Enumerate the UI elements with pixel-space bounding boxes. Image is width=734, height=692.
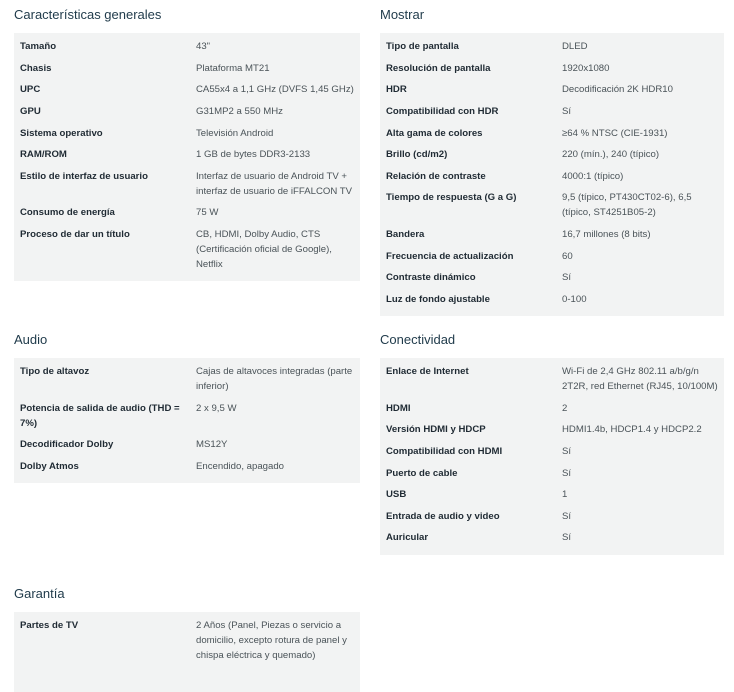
spec-key: RAM/ROM	[20, 149, 67, 161]
spec-key: HDMI	[386, 402, 411, 414]
spec-table-warranty	[14, 612, 360, 692]
spec-key: Decodificador Dolby	[20, 439, 114, 451]
spec-row	[386, 267, 718, 289]
spec-row	[386, 441, 718, 463]
spec-value: 60	[562, 250, 573, 262]
spec-row	[20, 202, 354, 224]
spec-value: 43"	[196, 41, 211, 53]
spec-row	[386, 398, 718, 420]
spec-key: Contraste dinámico	[386, 272, 476, 284]
spec-key: Alta gama de colores	[386, 127, 483, 139]
spec-row	[386, 245, 718, 267]
spec-value: 75 W	[196, 207, 219, 219]
spec-key: UPC	[20, 84, 41, 96]
spec-value: 9,5 (típico, PT430CT02-6), 6,5 (típico, ST4251B05-2)	[562, 192, 692, 219]
spec-row	[386, 506, 718, 528]
spec-value: Sí	[562, 510, 572, 522]
spec-row	[386, 484, 718, 506]
spec-row	[386, 462, 718, 484]
spec-value: ≥64 % NTSC (CIE-1931)	[562, 127, 668, 139]
spec-key: Proceso de dar un título	[20, 229, 130, 241]
spec-row	[386, 289, 718, 311]
spec-key: Dolby Atmos	[20, 461, 79, 473]
spec-value: CA55x4 a 1,1 GHz (DVFS 1,45 GHz)	[196, 84, 354, 96]
spec-row	[20, 224, 354, 276]
spec-value: Sí	[562, 446, 572, 458]
spec-row	[20, 36, 354, 58]
spec-value: Plataforma MT21	[196, 62, 270, 74]
section-display	[380, 5, 724, 316]
spec-value: G31MP2 a 550 MHz	[196, 106, 283, 118]
section-title-general: Características generales	[14, 7, 162, 22]
spec-row	[386, 419, 718, 441]
spec-row	[386, 527, 718, 549]
spec-table-audio	[14, 358, 360, 483]
spec-row	[20, 615, 354, 667]
spec-key: HDR	[386, 84, 407, 96]
spec-key: Sistema operativo	[20, 127, 103, 139]
spec-value: 1	[562, 489, 568, 501]
spec-row	[386, 36, 718, 58]
spec-value: 2 Años (Panel, Piezas o servicio a domicilio, excepto rotura de panel y chispa eléctrica y quemado)	[196, 620, 347, 662]
spec-row	[20, 456, 354, 478]
spec-row	[20, 361, 354, 398]
spec-value: Sí	[562, 532, 572, 544]
spec-key: Compatibilidad con HDMI	[386, 446, 503, 458]
spec-key: USB	[386, 489, 407, 501]
spec-value: 16,7 millones (8 bits)	[562, 229, 651, 241]
spec-value: HDMI1.4b, HDCP1.4 y HDCP2.2	[562, 424, 702, 436]
spec-key: Consumo de energía	[20, 207, 115, 219]
spec-key: Entrada de audio y video	[386, 510, 500, 522]
spec-value: Sí	[562, 272, 572, 284]
spec-value: 1 GB de bytes DDR3-2133	[196, 149, 311, 161]
spec-key: Frecuencia de actualización	[386, 250, 514, 262]
section-audio	[14, 330, 360, 483]
spec-key: Bandera	[386, 229, 425, 241]
section-warranty	[14, 584, 360, 692]
spec-value: 1920x1080	[562, 62, 610, 74]
spec-key: Luz de fondo ajustable	[386, 293, 490, 305]
section-connectivity	[380, 330, 724, 555]
spec-value: Decodificación 2K HDR10	[562, 84, 673, 96]
spec-row	[386, 144, 718, 166]
spec-row	[20, 101, 354, 123]
spec-row	[386, 187, 718, 224]
section-title-display: Mostrar	[380, 7, 425, 22]
spec-row	[386, 79, 718, 101]
spec-value: Televisión Android	[196, 127, 274, 139]
spec-key: Relación de contraste	[386, 170, 486, 182]
spec-row	[20, 166, 354, 203]
spec-row	[20, 144, 354, 166]
spec-value: Wi-Fi de 2,4 GHz 802.11 a/b/g/n 2T2R, red Ethernet (RJ45, 10/100M)	[562, 366, 718, 393]
spec-value: 4000:1 (típico)	[562, 170, 624, 182]
spec-key: Resolución de pantalla	[386, 62, 491, 74]
spec-key: Enlace de Internet	[386, 366, 469, 378]
spec-key: Tamaño	[20, 41, 57, 53]
spec-row	[386, 224, 718, 246]
spec-value: 2	[562, 402, 568, 414]
spec-row	[20, 58, 354, 80]
spec-key: Tiempo de respuesta (G a G)	[386, 192, 517, 204]
section-title-connectivity: Conectividad	[380, 332, 456, 347]
spec-row	[386, 58, 718, 80]
spec-row	[386, 101, 718, 123]
spec-table-display	[380, 33, 724, 316]
spec-row	[386, 166, 718, 188]
spec-key: Tipo de altavoz	[20, 366, 90, 378]
spec-key: Estilo de interfaz de usuario	[20, 170, 148, 182]
spec-value: Cajas de altavoces integradas (parte inferior)	[196, 366, 353, 393]
spec-row	[20, 122, 354, 144]
spec-value: MS12Y	[196, 439, 228, 451]
spec-key: Brillo (cd/m2)	[386, 149, 448, 161]
spec-key: Tipo de pantalla	[386, 41, 459, 53]
spec-key: Compatibilidad con HDR	[386, 106, 499, 118]
section-title-audio: Audio	[14, 332, 48, 347]
spec-value: CB, HDMI, Dolby Audio, CTS (Certificación oficial de Google), Netflix	[196, 229, 332, 271]
spec-key: Auricular	[386, 532, 429, 544]
spec-value: Sí	[562, 467, 572, 479]
spec-value: DLED	[562, 41, 588, 53]
spec-row	[20, 79, 354, 101]
spec-value: Encendido, apagado	[196, 461, 285, 473]
spec-key: Versión HDMI y HDCP	[386, 424, 486, 436]
spec-table-general	[14, 33, 360, 281]
spec-row	[20, 398, 354, 435]
spec-row	[386, 122, 718, 144]
spec-value: Interfaz de usuario de Android TV + interfaz de usuario de iFFALCON TV	[196, 170, 353, 197]
spec-key: Potencia de salida de audio (THD = 7%)	[20, 402, 180, 429]
spec-value: Sí	[562, 106, 572, 118]
spec-row	[386, 361, 718, 398]
spec-value: 220 (mín.), 240 (típico)	[562, 149, 660, 161]
spec-key: Puerto de cable	[386, 467, 458, 479]
spec-key: Chasis	[20, 62, 52, 74]
section-title-warranty: Garantía	[14, 586, 65, 601]
spec-key: GPU	[20, 106, 41, 118]
spec-table-connectivity	[380, 358, 724, 555]
spec-row	[20, 434, 354, 456]
spec-value: 2 x 9,5 W	[196, 402, 237, 414]
spec-value: 0-100	[562, 293, 587, 305]
spec-key: Partes de TV	[20, 620, 79, 632]
section-general	[14, 5, 360, 281]
